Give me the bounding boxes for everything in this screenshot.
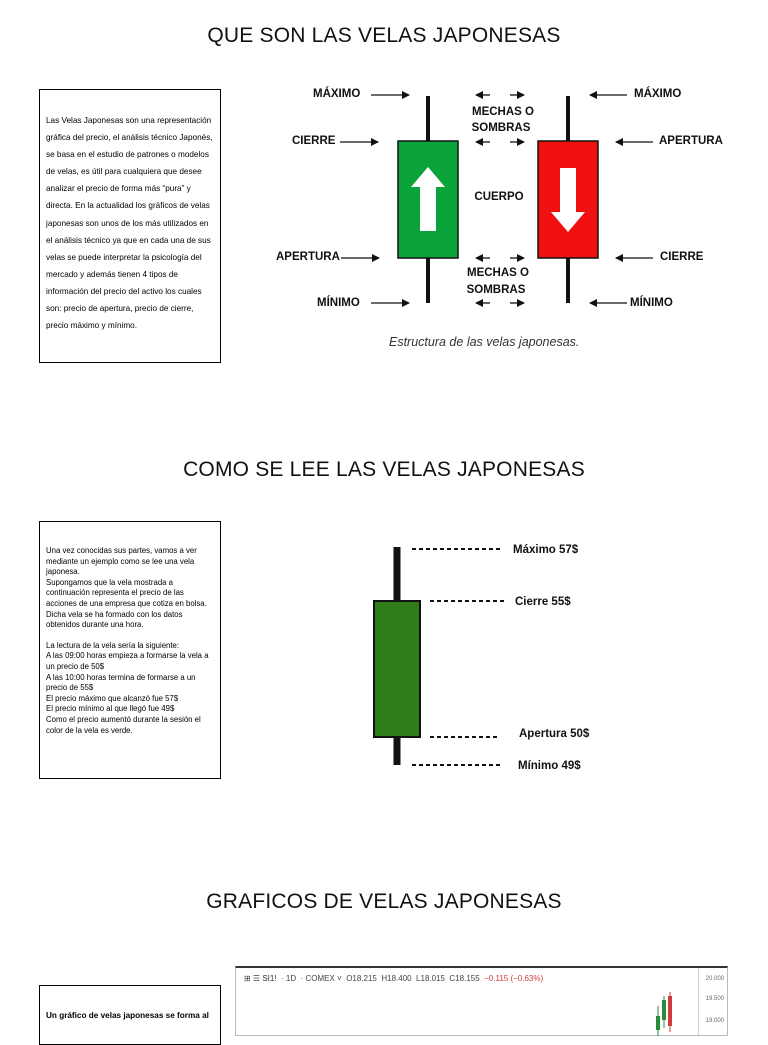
label-right-maximo: MÁXIMO — [634, 88, 682, 100]
section-title-graficos: GRAFICOS DE VELAS JAPONESAS — [206, 890, 562, 913]
label-left-maximo: MÁXIMO — [313, 88, 361, 100]
diagram-caption: Estructura de las velas japonesas. — [389, 335, 580, 349]
chart-interval: 1D — [285, 974, 297, 983]
mini-candles — [646, 988, 696, 1038]
price-tick: 20.000 — [705, 976, 724, 982]
label-right-apertura: APERTURA — [659, 135, 723, 147]
reading-paragraph-2: Supongamos que la vela mostrada a continuación representa el precio de las acciones de una empresa que cotiza en bolsa. Dicha vela se ha formado con los datos obtenidos durante una hora. — [46, 577, 207, 630]
price-tick: 19.500 — [705, 996, 724, 1002]
label-cuerpo: CUERPO — [474, 191, 524, 203]
reading-line: A las 09:00 horas empieza a formarse la vela a un precio de 50$ — [46, 651, 209, 671]
example-label-open: Apertura 50$ — [519, 728, 590, 740]
label-right-minimo: MÍNIMO — [630, 297, 673, 309]
chart-exchange: COMEX — [305, 974, 335, 983]
trading-chart-screenshot — [235, 966, 728, 1036]
chart-grid-icon: ⊞ ☰ — [244, 974, 263, 983]
section-title-como-se-lee: COMO SE LEE LAS VELAS JAPONESAS — [183, 458, 585, 481]
example-body — [374, 601, 420, 737]
intro-text: Las Velas Japonesas son una representación gráfica del precio, el análisis técnico Japonés, se basa en el estudio de patrones o modelos de velas, es útil para cualquiera que desee analizar el precio de forma más “pura” y directa. En la actualidad los gráficos de velas japonesas son unos de los más utilizados en el análisis técnico ya que en cada una de sus velas se puede interpretar la psicología del mercado y además tienen 4 tipos de información del precio del activo los cuales son: precio de apertura, precio de cierre, precio máximo y mínimo. — [46, 116, 213, 331]
chart-change: −0.115 (−0.63%) — [484, 974, 544, 983]
price-tick: 19.000 — [705, 1018, 724, 1024]
reading-intro: La lectura de la vela sería la siguiente: — [46, 640, 180, 650]
chart-header: ⊞ ☰ SI1! · 1D · COMEX ˅ O18.215 H18.400 L18.015 C18.155 −0.115 (−0.63%) — [244, 974, 544, 983]
label-mechas-bottom-1: MECHAS O — [467, 267, 529, 279]
chevron-down-icon: ˅ — [334, 974, 344, 983]
section-title-que-son: QUE SON LAS VELAS JAPONESAS — [207, 24, 561, 47]
graficos-text-box — [39, 985, 221, 1045]
reading-line: El precio máximo que alcanzó fue 57$ — [46, 693, 179, 703]
reading-line: A las 10:00 horas termina de formarse a un precio de 55$ — [46, 672, 196, 693]
label-mechas-bottom-2: SOMBRAS — [466, 284, 526, 296]
chart-close: C18.155 — [449, 974, 480, 983]
label-mechas-top-1: MECHAS O — [472, 106, 534, 118]
chart-open: O18.215 — [346, 974, 377, 983]
label-right-cierre: CIERRE — [660, 251, 704, 263]
label-left-cierre: CIERRE — [292, 135, 336, 147]
reading-line: El precio mínimo al que llegó fue 49$ — [46, 704, 175, 714]
reading-paragraph-1: Una vez conocidas sus partes, vamos a ver mediante un ejemplo como se lee una vela japonesa. — [46, 546, 197, 577]
graficos-text: Un gráfico de velas japonesas se forma al — [46, 1011, 209, 1020]
reading-line: Como el precio aumentó durante la sesión el color de la vela es verde. — [46, 714, 201, 735]
price-axis — [698, 968, 727, 1035]
example-label-max: Máximo 57$ — [513, 544, 579, 556]
chart-high: H18.400 — [381, 974, 412, 983]
example-label-min: Mínimo 49$ — [518, 760, 581, 772]
label-left-apertura: APERTURA — [276, 251, 340, 263]
label-mechas-top-2: SOMBRAS — [471, 122, 531, 134]
chart-symbol: SI1! — [262, 974, 277, 983]
example-label-close: Cierre 55$ — [515, 596, 571, 608]
label-left-minimo: MÍNIMO — [317, 297, 360, 309]
chart-low: L18.015 — [416, 974, 445, 983]
